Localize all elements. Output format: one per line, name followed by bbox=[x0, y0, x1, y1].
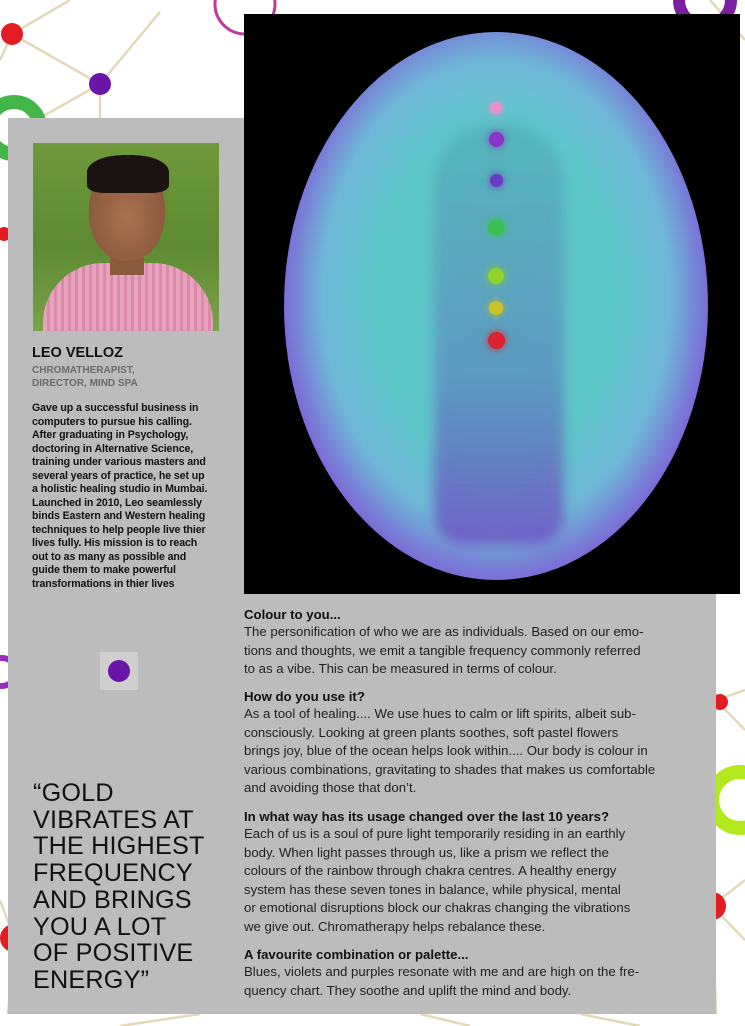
bio-line: transformations in thier lives bbox=[32, 577, 175, 590]
purple-dot-decoration bbox=[100, 652, 138, 690]
quote-line: VIBRATES AT bbox=[33, 805, 194, 834]
bio-line: training under various masters and bbox=[32, 456, 206, 468]
qa-answer-line: Each of us is a soul of pure light temporarily residing in an earthly bbox=[244, 826, 626, 841]
qa-answer-line: body. When light passes through us, like a prism we reflect the bbox=[244, 844, 609, 860]
portrait-photo bbox=[33, 143, 219, 331]
profile-role-line: DIRECTOR, MIND SPA bbox=[32, 378, 138, 389]
profile-bio bbox=[32, 402, 228, 591]
qa-question: In what way has its usage changed over the last 10 years? bbox=[244, 809, 609, 824]
qa-block bbox=[244, 688, 692, 798]
qa-question: Colour to you... bbox=[244, 607, 341, 622]
quote-line: “GOLD bbox=[33, 779, 114, 807]
chakra-point bbox=[490, 102, 502, 114]
bio-line: computers to pursue his calling. bbox=[32, 415, 192, 428]
portrait-hair bbox=[87, 155, 169, 193]
chakra-point bbox=[490, 174, 503, 187]
qa-block bbox=[244, 946, 692, 1000]
qa-answer-line: various combinations, gravitating to shades that makes us comfortable bbox=[244, 761, 656, 777]
qa-answer-line: quency chart. They soothe and uplift the mind and body. bbox=[244, 982, 572, 998]
qa-answer-line: The personification of who we are as individuals. Based on our emo- bbox=[244, 624, 644, 639]
chakra-point bbox=[489, 132, 504, 147]
qa-answer-line: and avoiding those that don’t. bbox=[244, 780, 417, 796]
qa-block bbox=[244, 606, 692, 679]
qa-answer-line: As a tool of healing.... We use hues to calm or lift spirits, albeit sub- bbox=[244, 706, 636, 721]
profile-name: LEO VELLOZ bbox=[32, 345, 124, 361]
chakra-point bbox=[488, 332, 505, 349]
bio-line: a holistic healing studio in Mumbai. bbox=[32, 483, 208, 495]
bio-line: binds Eastern and Western healing bbox=[32, 510, 206, 522]
chakra-point bbox=[489, 301, 503, 315]
qa-answer-line: Blues, violets and purples resonate with me and are high on the fre- bbox=[244, 964, 640, 979]
quote-line: AND BRINGS bbox=[33, 885, 192, 914]
chakra-point bbox=[488, 268, 504, 284]
profile-role-line: CHROMATHERAPIST, bbox=[32, 365, 135, 376]
bio-line: Gave up a successful business in bbox=[32, 402, 199, 414]
pull-quote bbox=[33, 780, 233, 994]
chakra-point bbox=[488, 219, 505, 236]
quote-line: FREQUENCY bbox=[33, 859, 193, 888]
qa-answer-line: tions and thoughts, we emit a tangible frequency commonly referred bbox=[244, 642, 641, 658]
quote-line: OF POSITIVE bbox=[33, 939, 194, 968]
qa-question: How do you use it? bbox=[244, 689, 365, 704]
bio-line: After graduating in Psychology, bbox=[32, 429, 189, 441]
quote-line: ENERGY” bbox=[33, 965, 150, 994]
quote-line: THE HIGHEST bbox=[33, 832, 205, 861]
qa-answer-line: we give out. Chromatherapy helps rebalance these. bbox=[244, 918, 546, 934]
qa-answer-line: or emotional disruptions block our chakras changing the vibrations bbox=[244, 900, 631, 916]
bio-line: techniques to help people live thier bbox=[32, 523, 206, 536]
bio-line: several years of practice, he set up bbox=[32, 469, 205, 482]
profile-role bbox=[32, 364, 232, 390]
qa-answer-line: colours of the rainbow through chakra centres. A healthy energy bbox=[244, 863, 617, 879]
bio-line: lives fully. His mission is to reach bbox=[32, 537, 198, 549]
qa-answer-line: to as a vibe. This can be measured in terms of colour. bbox=[244, 661, 557, 677]
qa-question: A favourite combination or palette... bbox=[244, 947, 469, 962]
qa-answer-line: system has these seven tones in balance, while physical, mental bbox=[244, 881, 621, 897]
bio-line: doctoring in Alternative Science, bbox=[32, 442, 194, 455]
qa-answer-line: consciously. Looking at green plants soothes, soft pastel flowers bbox=[244, 724, 619, 740]
bio-line: out to as many as possible and bbox=[32, 550, 187, 563]
quote-line: YOU A LOT bbox=[33, 912, 167, 941]
bio-line: guide them to make powerful bbox=[32, 564, 176, 576]
bio-line: Launched in 2010, Leo seamlessly bbox=[32, 496, 202, 509]
aura-photo bbox=[244, 14, 740, 594]
qa-block bbox=[244, 808, 692, 937]
qa-answer-line: brings joy, blue of the ocean helps look within.... Our body is colour in bbox=[244, 743, 648, 759]
